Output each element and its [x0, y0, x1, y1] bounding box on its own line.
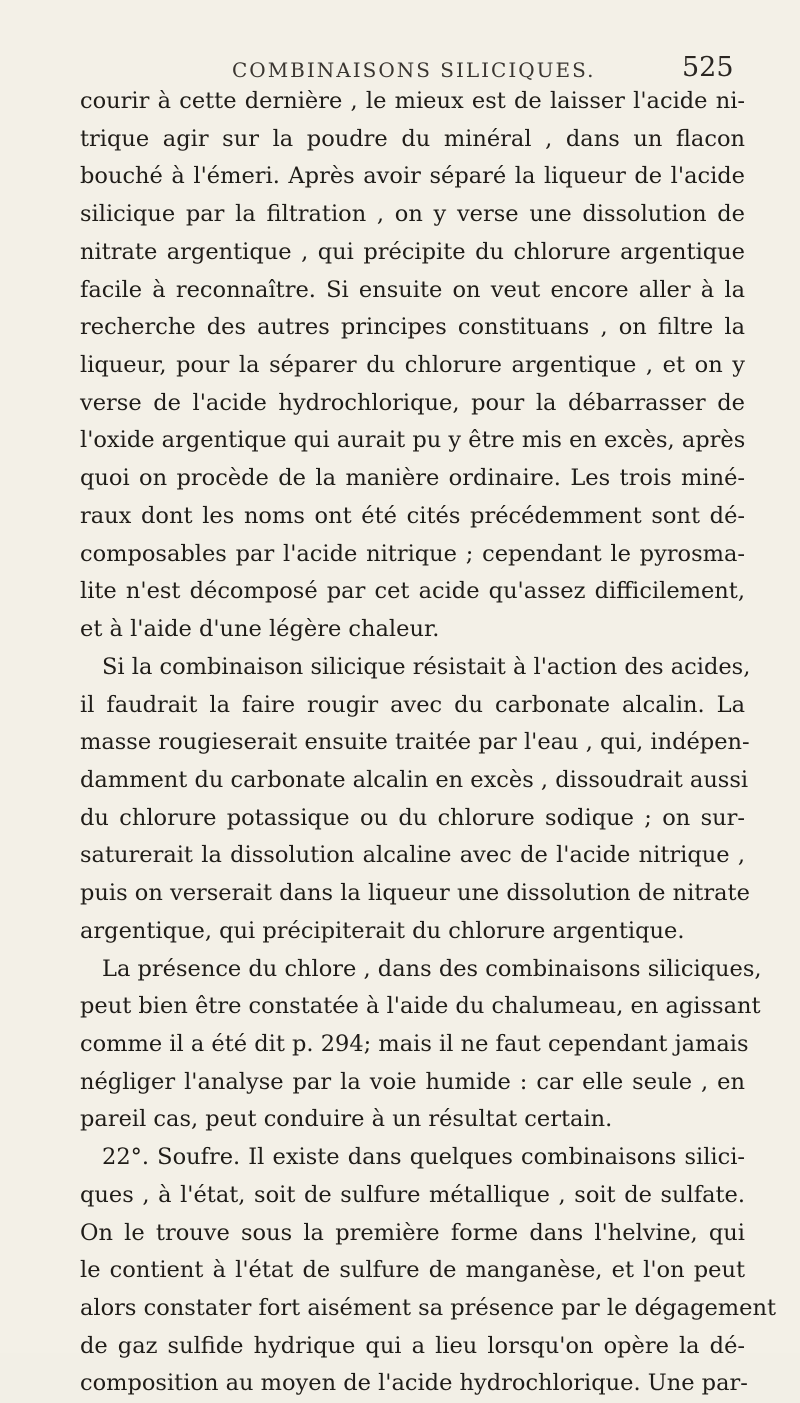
- text-line: peut bien être constatée à l'aide du chalumeau, en agissant: [80, 993, 761, 1020]
- text-line: 22°. Soufre. Il existe dans quelques combinaisons silici-: [102, 1144, 745, 1171]
- text-line: quoi on procède de la manière ordinaire. Les trois miné-: [80, 465, 745, 492]
- text-line: pareil cas, peut conduire à un résultat certain.: [80, 1106, 613, 1133]
- text-line: et à l'aide d'une légère chaleur.: [80, 616, 440, 643]
- text-line: puis on verserait dans la liqueur une dissolution de nitrate: [80, 880, 750, 907]
- text-line: On le trouve sous la première forme dans l'helvine, qui: [80, 1219, 745, 1246]
- text-line: lite n'est décomposé par cet acide qu'assez difficilement,: [80, 578, 745, 605]
- text-line: du chlorure potassique ou du chlorure sodique ; on sur-: [80, 804, 745, 831]
- text-line: bouché à l'émeri. Après avoir séparé la liqueur de l'acide: [80, 163, 745, 190]
- text-line: silicique par la filtration , on y verse une dissolution de: [80, 201, 745, 228]
- text-line: l'oxide argentique qui aurait pu y être mis en excès, après: [80, 427, 746, 454]
- text-line: facile à reconnaître. Si ensuite on veut encore aller à la: [80, 276, 745, 303]
- text-line: trique agir sur la poudre du minéral , dans un flacon: [80, 125, 745, 152]
- text-line: négliger l'analyse par la voie humide : car elle seule , en: [80, 1068, 745, 1095]
- text-line: verse de l'acide hydrochlorique, pour la débarrasser de: [80, 389, 745, 416]
- text-line: liqueur, pour la séparer du chlorure argentique , et on y: [80, 352, 745, 379]
- page-header: [0, 52, 800, 86]
- text-line: La présence du chlore , dans des combinaisons siliciques,: [102, 955, 762, 982]
- text-line: de gaz sulfide hydrique qui a lieu lorsqu'on opère la dé-: [80, 1332, 745, 1359]
- body-text: [80, 83, 776, 1403]
- text-line: il faudrait la faire rougir avec du carbonate alcalin. La: [80, 691, 745, 718]
- text-line: argentique, qui précipiterait du chlorure argentique.: [80, 917, 685, 944]
- page-number: 525: [682, 52, 734, 83]
- text-line: Si la combinaison silicique résistait à l'action des acides,: [102, 653, 751, 680]
- text-line: alors constater fort aisément sa présence par le dégagement: [80, 1295, 776, 1321]
- text-line: saturerait la dissolution alcaline avec de l'acide nitrique ,: [80, 842, 745, 869]
- text-line: ques , à l'état, soit de sulfure métallique , soit de sulfate.: [80, 1181, 745, 1208]
- text-line: nitrate argentique , qui précipite du chlorure argentique: [80, 238, 745, 265]
- text-line: raux dont les noms ont été cités précédemment sont dé-: [80, 502, 745, 529]
- text-line: damment du carbonate alcalin en excès , dissoudrait aussi: [80, 766, 749, 793]
- running-title: COMBINAISONS SILICIQUES.: [232, 58, 596, 82]
- text-line: recherche des autres principes constituans , on filtre la: [80, 314, 745, 341]
- text-line: composition au moyen de l'acide hydrochlorique. Une par-: [80, 1370, 748, 1397]
- text-line: composables par l'acide nitrique ; cependant le pyrosma-: [80, 540, 745, 567]
- text-line: courir à cette dernière , le mieux est de laisser l'acide ni-: [80, 88, 745, 114]
- text-line: masse rougieserait ensuite traitée par l'eau , qui, indépen-: [80, 729, 750, 756]
- text-line: le contient à l'état de sulfure de manganèse, et l'on peut: [80, 1257, 745, 1284]
- text-line: comme il a été dit p. 294; mais il ne faut cependant jamais: [80, 1030, 749, 1057]
